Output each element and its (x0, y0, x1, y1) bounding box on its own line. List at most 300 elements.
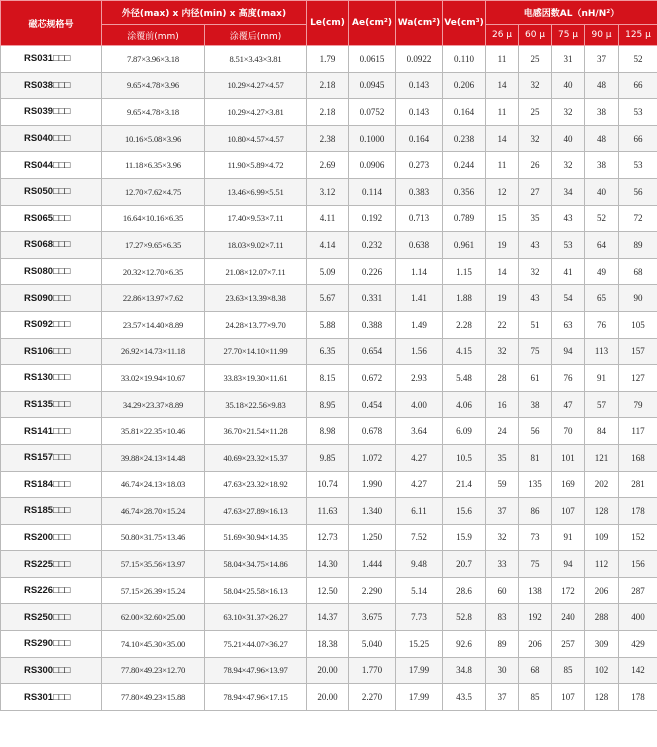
wa-cell: 0.0922 (396, 46, 443, 73)
al-26-cell: 11 (486, 46, 519, 73)
dims-before-cell: 46.74×24.13×18.03 (102, 471, 205, 498)
al-26-cell: 89 (486, 631, 519, 658)
al-60-cell: 25 (519, 46, 552, 73)
dims-after-cell: 75.21×44.07×36.27 (205, 631, 307, 658)
al-90-cell: 64 (585, 232, 619, 259)
al-125-cell: 53 (619, 99, 657, 126)
al-26-cell: 32 (486, 524, 519, 551)
wa-cell: 1.56 (396, 338, 443, 365)
table-row (1, 657, 657, 684)
al-60-cell: 43 (519, 285, 552, 312)
dims-before-cell: 10.16×5.08×3.96 (102, 125, 205, 152)
al-60-cell: 192 (519, 604, 552, 631)
dims-before-cell: 33.02×19.94×10.67 (102, 365, 205, 392)
wa-cell: 3.64 (396, 418, 443, 445)
ve-cell: 92.6 (443, 631, 486, 658)
al-26-cell: 59 (486, 471, 519, 498)
le-cell: 1.79 (307, 46, 349, 73)
dims-before-cell: 57.15×26.39×15.24 (102, 577, 205, 604)
model-cell: RS130□□□ (1, 365, 102, 392)
al-75-cell: 91 (552, 524, 585, 551)
al-60-cell: 61 (519, 365, 552, 392)
al-75-cell: 63 (552, 311, 585, 338)
al-26-cell: 11 (486, 152, 519, 179)
al-90-cell: 40 (585, 178, 619, 205)
al-125-cell: 400 (619, 604, 657, 631)
al-60-cell: 68 (519, 657, 552, 684)
header-ae: Ae(cm²) (349, 1, 396, 46)
al-90-cell: 102 (585, 657, 619, 684)
dims-after-cell: 40.69×23.32×15.37 (205, 444, 307, 471)
le-cell: 3.12 (307, 178, 349, 205)
model-cell: RS226□□□ (1, 577, 102, 604)
wa-cell: 0.713 (396, 205, 443, 232)
al-125-cell: 117 (619, 418, 657, 445)
model-cell: RS092□□□ (1, 311, 102, 338)
al-125-cell: 52 (619, 46, 657, 73)
dims-after-cell: 18.03×9.02×7.11 (205, 232, 307, 259)
wa-cell: 0.638 (396, 232, 443, 259)
al-60-cell: 85 (519, 684, 552, 711)
al-125-cell: 178 (619, 498, 657, 525)
header-before-coating: 涂覆前(mm) (102, 25, 205, 46)
al-125-cell: 287 (619, 577, 657, 604)
al-75-cell: 40 (552, 125, 585, 152)
dims-after-cell: 24.28×13.77×9.70 (205, 311, 307, 338)
ve-cell: 5.48 (443, 365, 486, 392)
model-cell: RS157□□□ (1, 444, 102, 471)
al-75-cell: 257 (552, 631, 585, 658)
ae-cell: 1.072 (349, 444, 396, 471)
table-row (1, 577, 657, 604)
le-cell: 20.00 (307, 684, 349, 711)
ae-cell: 0.654 (349, 338, 396, 365)
al-125-cell: 66 (619, 125, 657, 152)
table-row (1, 311, 657, 338)
al-60-cell: 86 (519, 498, 552, 525)
al-75-cell: 32 (552, 99, 585, 126)
table-row (1, 285, 657, 312)
al-90-cell: 38 (585, 99, 619, 126)
al-125-cell: 66 (619, 72, 657, 99)
al-26-cell: 32 (486, 338, 519, 365)
al-125-cell: 90 (619, 285, 657, 312)
ae-cell: 0.0906 (349, 152, 396, 179)
le-cell: 8.15 (307, 365, 349, 392)
ve-cell: 21.4 (443, 471, 486, 498)
al-125-cell: 157 (619, 338, 657, 365)
le-cell: 8.98 (307, 418, 349, 445)
al-75-cell: 107 (552, 498, 585, 525)
wa-cell: 2.93 (396, 365, 443, 392)
wa-cell: 9.48 (396, 551, 443, 578)
dims-after-cell: 17.40×9.53×7.11 (205, 205, 307, 232)
table-row (1, 205, 657, 232)
al-125-cell: 56 (619, 178, 657, 205)
ve-cell: 1.88 (443, 285, 486, 312)
dims-before-cell: 39.88×24.13×14.48 (102, 444, 205, 471)
le-cell: 4.14 (307, 232, 349, 259)
al-90-cell: 309 (585, 631, 619, 658)
dims-before-cell: 9.65×4.78×3.96 (102, 72, 205, 99)
al-75-cell: 101 (552, 444, 585, 471)
al-26-cell: 24 (486, 418, 519, 445)
al-125-cell: 79 (619, 391, 657, 418)
al-60-cell: 51 (519, 311, 552, 338)
le-cell: 9.85 (307, 444, 349, 471)
ve-cell: 34.8 (443, 657, 486, 684)
al-75-cell: 43 (552, 205, 585, 232)
al-75-cell: 107 (552, 684, 585, 711)
ae-cell: 0.114 (349, 178, 396, 205)
ve-cell: 28.6 (443, 577, 486, 604)
al-125-cell: 152 (619, 524, 657, 551)
dims-after-cell: 78.94×47.96×17.15 (205, 684, 307, 711)
le-cell: 6.35 (307, 338, 349, 365)
dims-before-cell: 46.74×28.70×15.24 (102, 498, 205, 525)
header-after-coating: 涂覆后(mm) (205, 25, 307, 46)
le-cell: 5.88 (307, 311, 349, 338)
dims-after-cell: 33.83×19.30×11.61 (205, 365, 307, 392)
header-wa: Wa(cm²) (396, 1, 443, 46)
model-cell: RS106□□□ (1, 338, 102, 365)
al-125-cell: 156 (619, 551, 657, 578)
al-26-cell: 60 (486, 577, 519, 604)
ve-cell: 2.28 (443, 311, 486, 338)
al-60-cell: 38 (519, 391, 552, 418)
dims-before-cell: 50.80×31.75×13.46 (102, 524, 205, 551)
al-26-cell: 30 (486, 657, 519, 684)
wa-cell: 17.99 (396, 657, 443, 684)
le-cell: 14.37 (307, 604, 349, 631)
model-cell: RS141□□□ (1, 418, 102, 445)
ve-cell: 0.164 (443, 99, 486, 126)
ae-cell: 0.232 (349, 232, 396, 259)
model-cell: RS185□□□ (1, 498, 102, 525)
table-row (1, 631, 657, 658)
dims-before-cell: 77.80×49.23×15.88 (102, 684, 205, 711)
model-cell: RS050□□□ (1, 178, 102, 205)
dims-after-cell: 10.29×4.27×4.57 (205, 72, 307, 99)
wa-cell: 7.73 (396, 604, 443, 631)
al-75-cell: 53 (552, 232, 585, 259)
al-26-cell: 83 (486, 604, 519, 631)
ae-cell: 1.444 (349, 551, 396, 578)
wa-cell: 4.27 (396, 471, 443, 498)
al-125-cell: 72 (619, 205, 657, 232)
wa-cell: 7.52 (396, 524, 443, 551)
al-125-cell: 429 (619, 631, 657, 658)
ve-cell: 15.9 (443, 524, 486, 551)
al-60-cell: 138 (519, 577, 552, 604)
al-90-cell: 65 (585, 285, 619, 312)
ve-cell: 0.356 (443, 178, 486, 205)
ae-cell: 1.340 (349, 498, 396, 525)
dims-after-cell: 78.94×47.96×13.97 (205, 657, 307, 684)
wa-cell: 0.143 (396, 99, 443, 126)
al-90-cell: 121 (585, 444, 619, 471)
al-90-cell: 57 (585, 391, 619, 418)
table-row (1, 232, 657, 259)
model-cell: RS040□□□ (1, 125, 102, 152)
table-row (1, 524, 657, 551)
dims-before-cell: 74.10×45.30×35.00 (102, 631, 205, 658)
model-cell: RS065□□□ (1, 205, 102, 232)
ve-cell: 0.110 (443, 46, 486, 73)
dims-after-cell: 10.80×4.57×4.57 (205, 125, 307, 152)
wa-cell: 1.49 (396, 311, 443, 338)
al-125-cell: 53 (619, 152, 657, 179)
model-cell: RS300□□□ (1, 657, 102, 684)
model-cell: RS039□□□ (1, 99, 102, 126)
header-model: 磁芯规格号 (1, 1, 102, 46)
dims-after-cell: 10.29×4.27×3.81 (205, 99, 307, 126)
ae-cell: 0.388 (349, 311, 396, 338)
al-60-cell: 75 (519, 551, 552, 578)
al-60-cell: 32 (519, 72, 552, 99)
header-inductance-factor: 电感因数AL（nH/N²） (486, 1, 657, 25)
al-26-cell: 28 (486, 365, 519, 392)
al-75-cell: 34 (552, 178, 585, 205)
al-90-cell: 84 (585, 418, 619, 445)
al-90-cell: 48 (585, 125, 619, 152)
header-perm-90: 90 μ (585, 25, 619, 46)
model-cell: RS250□□□ (1, 604, 102, 631)
al-90-cell: 113 (585, 338, 619, 365)
table-row (1, 498, 657, 525)
al-26-cell: 14 (486, 125, 519, 152)
dims-before-cell: 35.81×22.35×10.46 (102, 418, 205, 445)
ve-cell: 52.8 (443, 604, 486, 631)
al-26-cell: 12 (486, 178, 519, 205)
le-cell: 12.73 (307, 524, 349, 551)
table-row (1, 365, 657, 392)
al-60-cell: 206 (519, 631, 552, 658)
ve-cell: 20.7 (443, 551, 486, 578)
al-60-cell: 25 (519, 99, 552, 126)
le-cell: 8.95 (307, 391, 349, 418)
al-26-cell: 19 (486, 232, 519, 259)
al-125-cell: 105 (619, 311, 657, 338)
ae-cell: 2.290 (349, 577, 396, 604)
al-75-cell: 169 (552, 471, 585, 498)
wa-cell: 1.14 (396, 258, 443, 285)
model-cell: RS200□□□ (1, 524, 102, 551)
header-perm-125: 125 μ (619, 25, 657, 46)
ve-cell: 43.5 (443, 684, 486, 711)
al-60-cell: 135 (519, 471, 552, 498)
al-26-cell: 11 (486, 99, 519, 126)
al-90-cell: 206 (585, 577, 619, 604)
al-26-cell: 37 (486, 498, 519, 525)
ve-cell: 0.961 (443, 232, 486, 259)
dims-after-cell: 8.51×3.43×3.81 (205, 46, 307, 73)
al-125-cell: 281 (619, 471, 657, 498)
al-75-cell: 47 (552, 391, 585, 418)
al-75-cell: 172 (552, 577, 585, 604)
al-75-cell: 240 (552, 604, 585, 631)
table-row (1, 178, 657, 205)
table-row (1, 391, 657, 418)
al-90-cell: 76 (585, 311, 619, 338)
ae-cell: 1.770 (349, 657, 396, 684)
al-90-cell: 49 (585, 258, 619, 285)
table-row (1, 551, 657, 578)
ae-cell: 1.990 (349, 471, 396, 498)
table-row (1, 471, 657, 498)
ae-cell: 0.192 (349, 205, 396, 232)
al-26-cell: 14 (486, 72, 519, 99)
ve-cell: 10.5 (443, 444, 486, 471)
ae-cell: 1.250 (349, 524, 396, 551)
model-cell: RS090□□□ (1, 285, 102, 312)
dims-after-cell: 35.18×22.56×9.83 (205, 391, 307, 418)
dims-before-cell: 12.70×7.62×4.75 (102, 178, 205, 205)
al-26-cell: 37 (486, 684, 519, 711)
al-26-cell: 22 (486, 311, 519, 338)
table-row (1, 684, 657, 711)
table-row (1, 72, 657, 99)
al-75-cell: 85 (552, 657, 585, 684)
al-90-cell: 37 (585, 46, 619, 73)
model-cell: RS080□□□ (1, 258, 102, 285)
dims-after-cell: 63.10×31.37×26.27 (205, 604, 307, 631)
dims-after-cell: 11.90×5.89×4.72 (205, 152, 307, 179)
al-125-cell: 89 (619, 232, 657, 259)
al-26-cell: 19 (486, 285, 519, 312)
al-75-cell: 32 (552, 152, 585, 179)
ae-cell: 0.454 (349, 391, 396, 418)
model-cell: RS038□□□ (1, 72, 102, 99)
le-cell: 5.09 (307, 258, 349, 285)
header-perm-26: 26 μ (486, 25, 519, 46)
le-cell: 10.74 (307, 471, 349, 498)
al-75-cell: 70 (552, 418, 585, 445)
al-90-cell: 288 (585, 604, 619, 631)
dims-before-cell: 11.18×6.35×3.96 (102, 152, 205, 179)
dims-before-cell: 26.92×14.73×11.18 (102, 338, 205, 365)
al-26-cell: 16 (486, 391, 519, 418)
dims-after-cell: 13.46×6.99×5.51 (205, 178, 307, 205)
al-125-cell: 127 (619, 365, 657, 392)
dims-before-cell: 57.15×35.56×13.97 (102, 551, 205, 578)
dims-before-cell: 23.57×14.40×8.89 (102, 311, 205, 338)
le-cell: 2.69 (307, 152, 349, 179)
le-cell: 11.63 (307, 498, 349, 525)
model-cell: RS184□□□ (1, 471, 102, 498)
al-60-cell: 73 (519, 524, 552, 551)
ae-cell: 0.672 (349, 365, 396, 392)
dims-after-cell: 58.04×34.75×14.86 (205, 551, 307, 578)
dims-after-cell: 58.04×25.58×16.13 (205, 577, 307, 604)
le-cell: 14.30 (307, 551, 349, 578)
ve-cell: 1.15 (443, 258, 486, 285)
dims-before-cell: 7.87×3.96×3.18 (102, 46, 205, 73)
al-60-cell: 32 (519, 125, 552, 152)
al-90-cell: 48 (585, 72, 619, 99)
wa-cell: 0.383 (396, 178, 443, 205)
wa-cell: 0.164 (396, 125, 443, 152)
al-125-cell: 168 (619, 444, 657, 471)
dims-before-cell: 62.00×32.60×25.00 (102, 604, 205, 631)
le-cell: 2.18 (307, 99, 349, 126)
table-row (1, 604, 657, 631)
al-90-cell: 202 (585, 471, 619, 498)
ve-cell: 6.09 (443, 418, 486, 445)
al-60-cell: 43 (519, 232, 552, 259)
dims-after-cell: 21.08×12.07×7.11 (205, 258, 307, 285)
al-90-cell: 128 (585, 498, 619, 525)
wa-cell: 1.41 (396, 285, 443, 312)
wa-cell: 6.11 (396, 498, 443, 525)
dims-after-cell: 23.63×13.39×8.38 (205, 285, 307, 312)
model-cell: RS290□□□ (1, 631, 102, 658)
al-26-cell: 33 (486, 551, 519, 578)
ae-cell: 0.1000 (349, 125, 396, 152)
al-75-cell: 94 (552, 551, 585, 578)
ve-cell: 4.06 (443, 391, 486, 418)
ve-cell: 0.206 (443, 72, 486, 99)
al-90-cell: 91 (585, 365, 619, 392)
ae-cell: 0.0945 (349, 72, 396, 99)
ae-cell: 0.226 (349, 258, 396, 285)
wa-cell: 0.143 (396, 72, 443, 99)
al-75-cell: 76 (552, 365, 585, 392)
al-90-cell: 109 (585, 524, 619, 551)
al-60-cell: 56 (519, 418, 552, 445)
al-26-cell: 14 (486, 258, 519, 285)
table-header (1, 1, 657, 46)
table-row (1, 152, 657, 179)
le-cell: 2.18 (307, 72, 349, 99)
al-75-cell: 54 (552, 285, 585, 312)
table-row (1, 444, 657, 471)
dims-before-cell: 22.86×13.97×7.62 (102, 285, 205, 312)
al-75-cell: 94 (552, 338, 585, 365)
table-row (1, 99, 657, 126)
ve-cell: 4.15 (443, 338, 486, 365)
model-cell: RS225□□□ (1, 551, 102, 578)
ae-cell: 0.0615 (349, 46, 396, 73)
wa-cell: 0.273 (396, 152, 443, 179)
al-90-cell: 52 (585, 205, 619, 232)
dims-before-cell: 20.32×12.70×6.35 (102, 258, 205, 285)
dims-before-cell: 77.80×49.23×12.70 (102, 657, 205, 684)
dims-before-cell: 34.29×23.37×8.89 (102, 391, 205, 418)
al-75-cell: 40 (552, 72, 585, 99)
al-90-cell: 38 (585, 152, 619, 179)
dims-after-cell: 36.70×21.54×11.28 (205, 418, 307, 445)
al-60-cell: 27 (519, 178, 552, 205)
al-75-cell: 41 (552, 258, 585, 285)
model-cell: RS068□□□ (1, 232, 102, 259)
ae-cell: 2.270 (349, 684, 396, 711)
header-le: Le(cm) (307, 1, 349, 46)
dims-after-cell: 51.69×30.94×14.35 (205, 524, 307, 551)
ae-cell: 5.040 (349, 631, 396, 658)
le-cell: 20.00 (307, 657, 349, 684)
wa-cell: 4.00 (396, 391, 443, 418)
le-cell: 4.11 (307, 205, 349, 232)
ae-cell: 0.331 (349, 285, 396, 312)
wa-cell: 17.99 (396, 684, 443, 711)
dims-after-cell: 47.63×27.89×16.13 (205, 498, 307, 525)
ve-cell: 0.789 (443, 205, 486, 232)
table-row (1, 125, 657, 152)
header-perm-75: 75 μ (552, 25, 585, 46)
table-body (1, 46, 657, 711)
header-perm-60: 60 μ (519, 25, 552, 46)
